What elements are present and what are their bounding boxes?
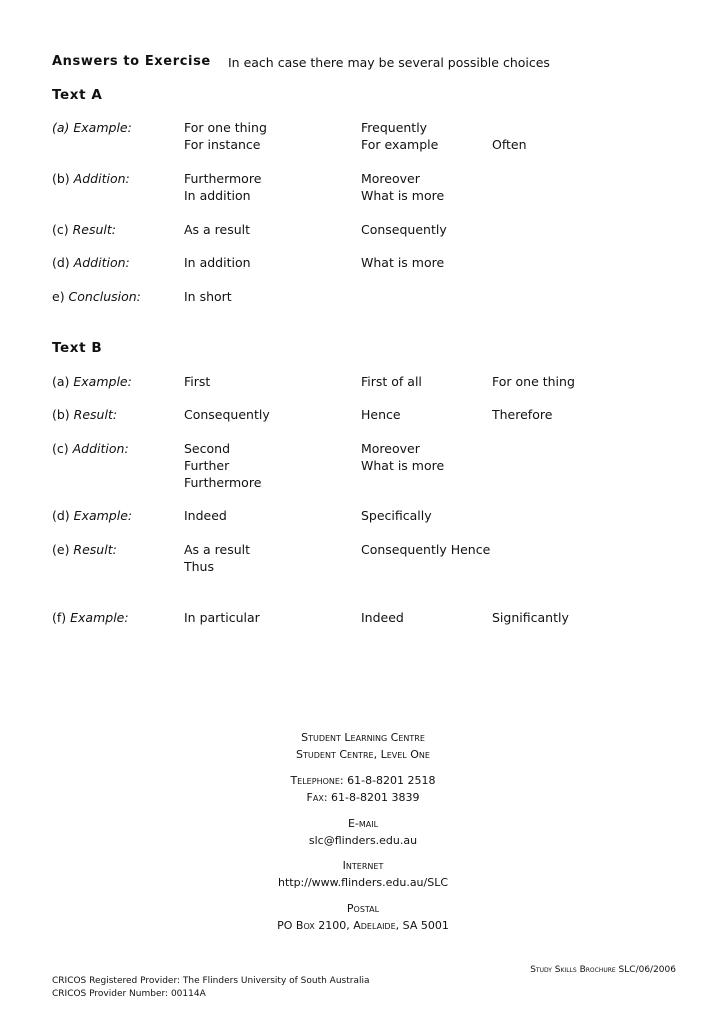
row-cell-c2 xyxy=(184,541,250,575)
cell-line: Often xyxy=(492,137,527,152)
row-label xyxy=(52,440,129,457)
row-cell-c2 xyxy=(184,406,270,423)
row-prefix: (e) xyxy=(52,542,74,557)
row-cell-c3 xyxy=(361,221,447,238)
contact-internet-label: Internet xyxy=(342,859,384,872)
row-prefix: (f) xyxy=(52,610,71,625)
footer-cricos2: CRICOS Provider Number: 00114A xyxy=(52,989,206,999)
row-cell-c4 xyxy=(492,373,575,390)
row-prefix: (b) xyxy=(52,407,74,422)
row-prefix: (d) xyxy=(52,508,74,523)
row-category: Addition: xyxy=(73,171,130,186)
cell-line: In addition xyxy=(184,188,251,203)
row-category: Example: xyxy=(70,610,129,625)
footer-brochure: Study Skills Brochure SLC/06/2006 xyxy=(530,965,676,975)
row-cell-c3 xyxy=(361,541,490,558)
row-prefix: (c) xyxy=(52,222,73,237)
cell-line: As a result xyxy=(184,542,251,557)
cell-line: In particular xyxy=(184,610,260,625)
cell-line: Furthermore xyxy=(184,475,262,490)
row-label xyxy=(52,254,130,271)
row-cell-c2 xyxy=(184,254,251,271)
row-prefix: e) xyxy=(52,289,69,304)
row-cell-c4 xyxy=(492,406,552,423)
row-cell-c3 xyxy=(361,254,444,271)
row-cell-c2 xyxy=(184,440,261,491)
heading-note: In each case there may be several possible choices xyxy=(228,55,550,70)
row-prefix: (b) xyxy=(52,171,74,186)
row-category: Example: xyxy=(73,374,132,389)
row-cell-c4 xyxy=(492,609,569,626)
row-label xyxy=(52,507,132,524)
row-category: Addition: xyxy=(72,441,129,456)
contact-postal: PO Box 2100, Adelaide, SA 5001 xyxy=(277,919,449,932)
row-cell-c3 xyxy=(361,609,404,626)
contact-line2: Student Centre, Level One xyxy=(296,748,430,761)
contact-postal-label: Postal xyxy=(346,902,380,915)
row-category: Example: xyxy=(73,120,132,135)
row-label xyxy=(52,541,117,558)
row-label xyxy=(52,221,116,238)
cell-line: Specifically xyxy=(361,508,432,523)
cell-line: For instance xyxy=(184,137,261,152)
row-prefix: (a) xyxy=(52,120,74,135)
cell-line: Significantly xyxy=(492,610,569,625)
cell-line: Thus xyxy=(184,559,214,574)
section-title-text-b: Text B xyxy=(52,340,103,356)
cell-line: Moreover xyxy=(361,441,420,456)
cell-line: As a result xyxy=(184,222,251,237)
cell-line: Hence xyxy=(361,407,401,422)
row-prefix: (a) xyxy=(52,374,74,389)
row-category: Example: xyxy=(73,508,133,523)
row-label xyxy=(52,373,132,390)
cell-line: What is more xyxy=(361,188,445,203)
row-label xyxy=(52,170,130,187)
cell-line: Moreover xyxy=(361,171,420,186)
row-cell-c2 xyxy=(184,609,260,626)
cell-line: Consequently xyxy=(184,407,270,422)
row-category: Result: xyxy=(73,407,118,422)
row-label xyxy=(52,288,141,305)
cell-line: For one thing xyxy=(492,374,575,389)
row-cell-c2 xyxy=(184,119,267,153)
row-cell-c2 xyxy=(184,373,210,390)
row-cell-c2 xyxy=(184,288,232,305)
cell-line: Indeed xyxy=(184,508,227,523)
row-cell-c3 xyxy=(361,373,422,390)
cell-line: First xyxy=(184,374,211,389)
cell-line: Consequently Hence xyxy=(361,542,491,557)
row-cell-c2 xyxy=(184,507,227,524)
contact-internet: http://www.flinders.edu.au/SLC xyxy=(277,876,449,889)
section-title-text-a: Text A xyxy=(52,87,103,103)
heading-answers: Answers to Exercise xyxy=(52,54,211,69)
contact-email-label: E-mail xyxy=(347,817,379,830)
row-category: Conclusion: xyxy=(68,289,141,304)
cell-line xyxy=(492,119,527,136)
cell-line: Second xyxy=(184,441,231,456)
cell-line: Frequently xyxy=(361,120,428,135)
cell-line: Further xyxy=(184,458,230,473)
row-cell-c3 xyxy=(361,119,438,153)
cell-line: In short xyxy=(184,289,232,304)
contact-email: slc@flinders.edu.au xyxy=(308,834,418,847)
cell-line: For one thing xyxy=(184,120,267,135)
row-category: Addition: xyxy=(73,255,130,270)
row-cell-c3 xyxy=(361,406,401,423)
contact-telephone: Telephone: 61-8-8201 2518 xyxy=(290,774,436,787)
contact-line1: Student Learning Centre xyxy=(301,731,425,744)
cell-line: Indeed xyxy=(361,610,404,625)
row-cell-c4 xyxy=(492,119,527,153)
contact-fax: Fax: 61-8-8201 3839 xyxy=(306,791,420,804)
row-cell-c2 xyxy=(184,221,250,238)
row-label xyxy=(52,609,129,626)
row-label xyxy=(52,119,132,136)
row-cell-c3 xyxy=(361,170,444,204)
row-prefix: (c) xyxy=(52,441,73,456)
cell-line: What is more xyxy=(361,458,445,473)
footer-cricos1: CRICOS Registered Provider: The Flinders University of South Australia xyxy=(52,976,370,986)
row-category: Result: xyxy=(72,222,117,237)
cell-line: For example xyxy=(361,137,439,152)
cell-line: Consequently xyxy=(361,222,447,237)
row-prefix: (d) xyxy=(52,255,74,270)
row-cell-c3 xyxy=(361,507,432,524)
cell-line: Furthermore xyxy=(184,171,262,186)
row-cell-c2 xyxy=(184,170,261,204)
cell-line: What is more xyxy=(361,255,445,270)
row-label xyxy=(52,406,117,423)
cell-line: Therefore xyxy=(492,407,553,422)
cell-line: First of all xyxy=(361,374,422,389)
cell-line: In addition xyxy=(184,255,251,270)
row-category: Result: xyxy=(73,542,117,557)
row-cell-c3 xyxy=(361,440,444,474)
